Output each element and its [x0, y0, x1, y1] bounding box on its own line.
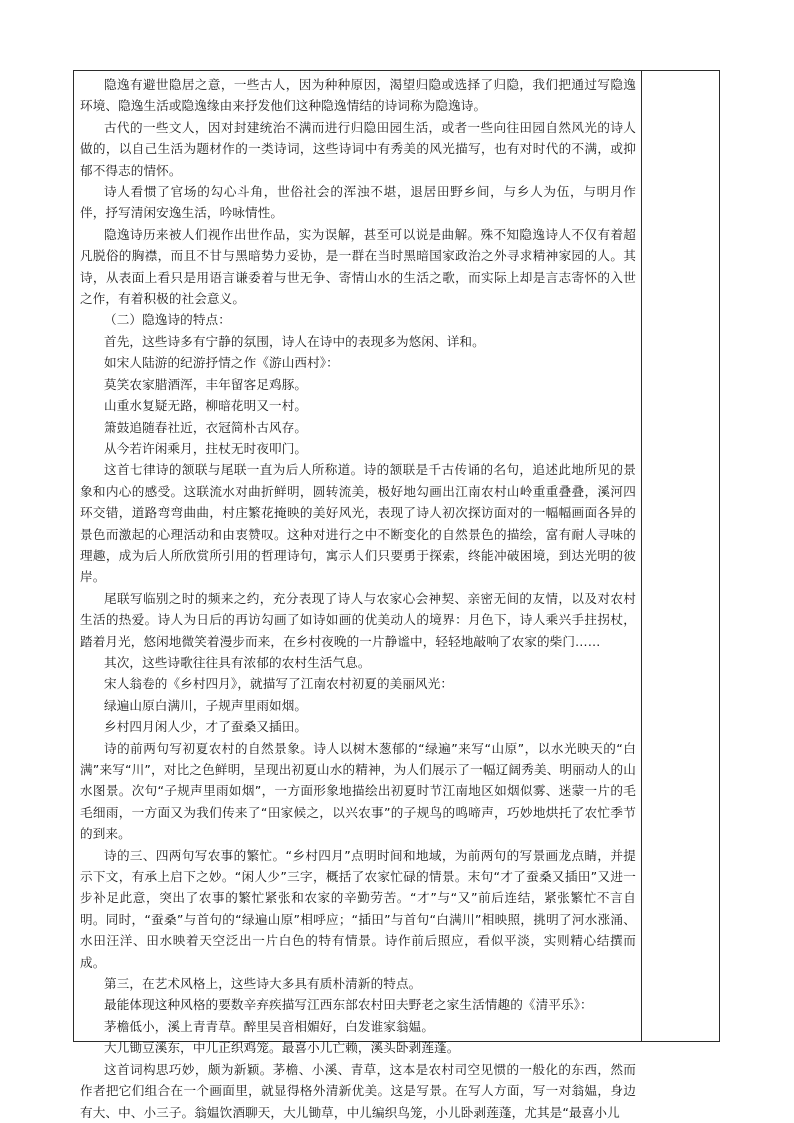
paragraph: 这首词构思巧妙，颇为新颖。茅檐、小溪、青草，这本是农村司空见惯的一般化的东西，然而作者把它们组合在一个画面里，就显得格外清新优美。这是写景。在写人方面，写一对翁媪，身边有大、中、小三子。翁媪饮酒聊天，大儿锄草，中儿编织鸟笼，小儿卧剥莲蓬，尤其是“最喜小儿	[80, 1061, 636, 1120]
poem-line: 乡村四月闲人少，才了蚕桑又插田。	[104, 719, 308, 735]
section-heading: （二）隐逸诗的特点：	[104, 312, 231, 328]
poem-line: 莫笑农家腊酒浑，丰年留客足鸡豚。	[104, 376, 308, 392]
paragraph: 宋人翁卷的《乡村四月》，就描写了江南农村初夏的美丽风光：	[104, 676, 454, 692]
paragraph: 首先，这些诗多有宁静的氛围，诗人在诗中的表现多为悠闲、详和。	[104, 333, 485, 349]
poem-line: 箫鼓追随春社近，衣冠简朴古风存。	[104, 419, 308, 435]
poem-line: 茅檐低小，溪上青青草。醉里吴音相媚好，白发谁家翁媪。	[104, 1018, 435, 1034]
paragraph: 其次，这些诗歌往往具有浓郁的农村生活气息。	[104, 654, 371, 670]
poem-line: 从今若许闲乘月，拄杖无时夜叩门。	[104, 440, 308, 456]
paragraph: 最能体现这种风格的要数辛弃疾描写江西东部农村田夫野老之家生活情趣的《清平乐》：	[104, 997, 593, 1013]
paragraph: 隐逸诗历来被人们视作出世作品，实为误解，甚至可以说是曲解。殊不知隐逸诗人不仅有着超凡脱俗的胸襟，而且不甘与黑暗势力妥协，是一群在当时黑暗国家政治之外寻求精神家园的人。其诗，从表面上看只是用语言谦委着与世无争、寄情山水的生活之歌，而实际上却是言志寄怀的入世之作，有着积极的社会意义。	[80, 226, 636, 307]
paragraph: 诗人看惯了官场的勾心斗角，世俗社会的浑浊不堪，退居田野乡间，与乡人为伍，与明月作伴，抒写清闲安逸生活，吟咏情性。	[80, 184, 636, 221]
column-divider	[641, 70, 642, 1042]
paragraph: 古代的一些文人，因对封建统治不满而进行归隐田园生活，或者一些向往田园自然风光的诗人做的，以自己生活为题材作的一类诗词，这些诗词中有秀美的风光描写，也有对时代的不满，或抑郁不得志的情怀。	[80, 119, 636, 178]
poem-line: 大儿锄豆溪东，中儿正织鸡笼。最喜小儿亡赖，溪头卧剥莲蓬。	[104, 1040, 460, 1056]
paragraph: 这首七律诗的颔联与尾联一直为后人所称道。诗的颔联是千古传诵的名句，追述此地所见的景象和内心的感受。这联流水对曲折鲜明，圆转流美，极好地勾画出江南农村山岭重重叠叠，溪河四环交错，道路弯弯曲曲，村庄繁花掩映的美好风光，表现了诗人初次探访面对的一幅幅画面各异的景色而激起的心理活动和由衷赞叹。这种对进行之中不断变化的自然景色的描绘，富有耐人寻味的理趣，成为后人所欣赏所引用的哲理诗句，寓示人们只要勇于探索，终能冲破困境，到达光明的彼岸。	[80, 462, 636, 585]
paragraph: 尾联写临别之时的频来之约，充分表现了诗人与农家心会神契、亲密无间的友情，以及对农村生活的热爱。诗人为日后的再访勾画了如诗如画的优美动人的境界：月色下，诗人乘兴手拄拐杖，踏着月光，悠闲地微笑着漫步而来，在乡村夜晚的一片静谧中，轻轻地敲响了农家的柴门……	[80, 590, 636, 649]
paragraph: 如宋人陆游的纪游抒情之作《游山西村》：	[104, 355, 339, 371]
paragraph: 诗的前两句写初夏农村的自然景象。诗人以树木葱郁的“绿遍”来写“山原”，以水光映天的“白满”来写“川”，对比之色鲜明，呈现出初夏山水的精神，为人们展示了一幅辽阔秀美、明丽动人的山水图景。次句“子规声里雨如烟”，一方面形象地描绘出初夏时节江南地区如烟似雾、迷蒙一片的毛毛细雨，一方面又为我们传来了“田家候之，以兴农事”的子规鸟的鸣啼声，巧妙地烘托了农忙季节的到来。	[80, 740, 636, 842]
paragraph: 诗的三、四两句写农事的繁忙。“乡村四月”点明时间和地域，为前两句的写景画龙点睛，并提示下文，有承上启下之妙。“闲人少”三字，概括了农家忙碌的情景。末句“才了蚕桑又插田”又进一步补足此意，突出了农事的繁忙紧张和农家的辛勤劳苦。“才”与“又”前后连结，紧张繁忙不言自明。同时，“蚕桑”与首句的“绿遍山原”相呼应；“插田”与首句“白满川”相映照，挑明了河水涨涌、水田汪洋、田水映着天空泛出一片白色的特有情景。诗作前后照应，看似平淡，实则精心结撰而成。	[80, 847, 636, 970]
paragraph: 隐逸有避世隐居之意，一些古人，因为种种原因，渴望归隐或选择了归隐，我们把通过写隐逸环境、隐逸生活或隐逸缘由来抒发他们这种隐逸情结的诗词称为隐逸诗。	[80, 77, 636, 114]
paragraph: 第三，在艺术风格上，这些诗大多具有质朴清新的特点。	[104, 976, 422, 992]
poem-line: 绿遍山原白满川，子规声里雨如烟。	[104, 697, 308, 713]
content-cell	[80, 74, 636, 1120]
poem-line: 山重水复疑无路，柳暗花明又一村。	[104, 398, 308, 414]
